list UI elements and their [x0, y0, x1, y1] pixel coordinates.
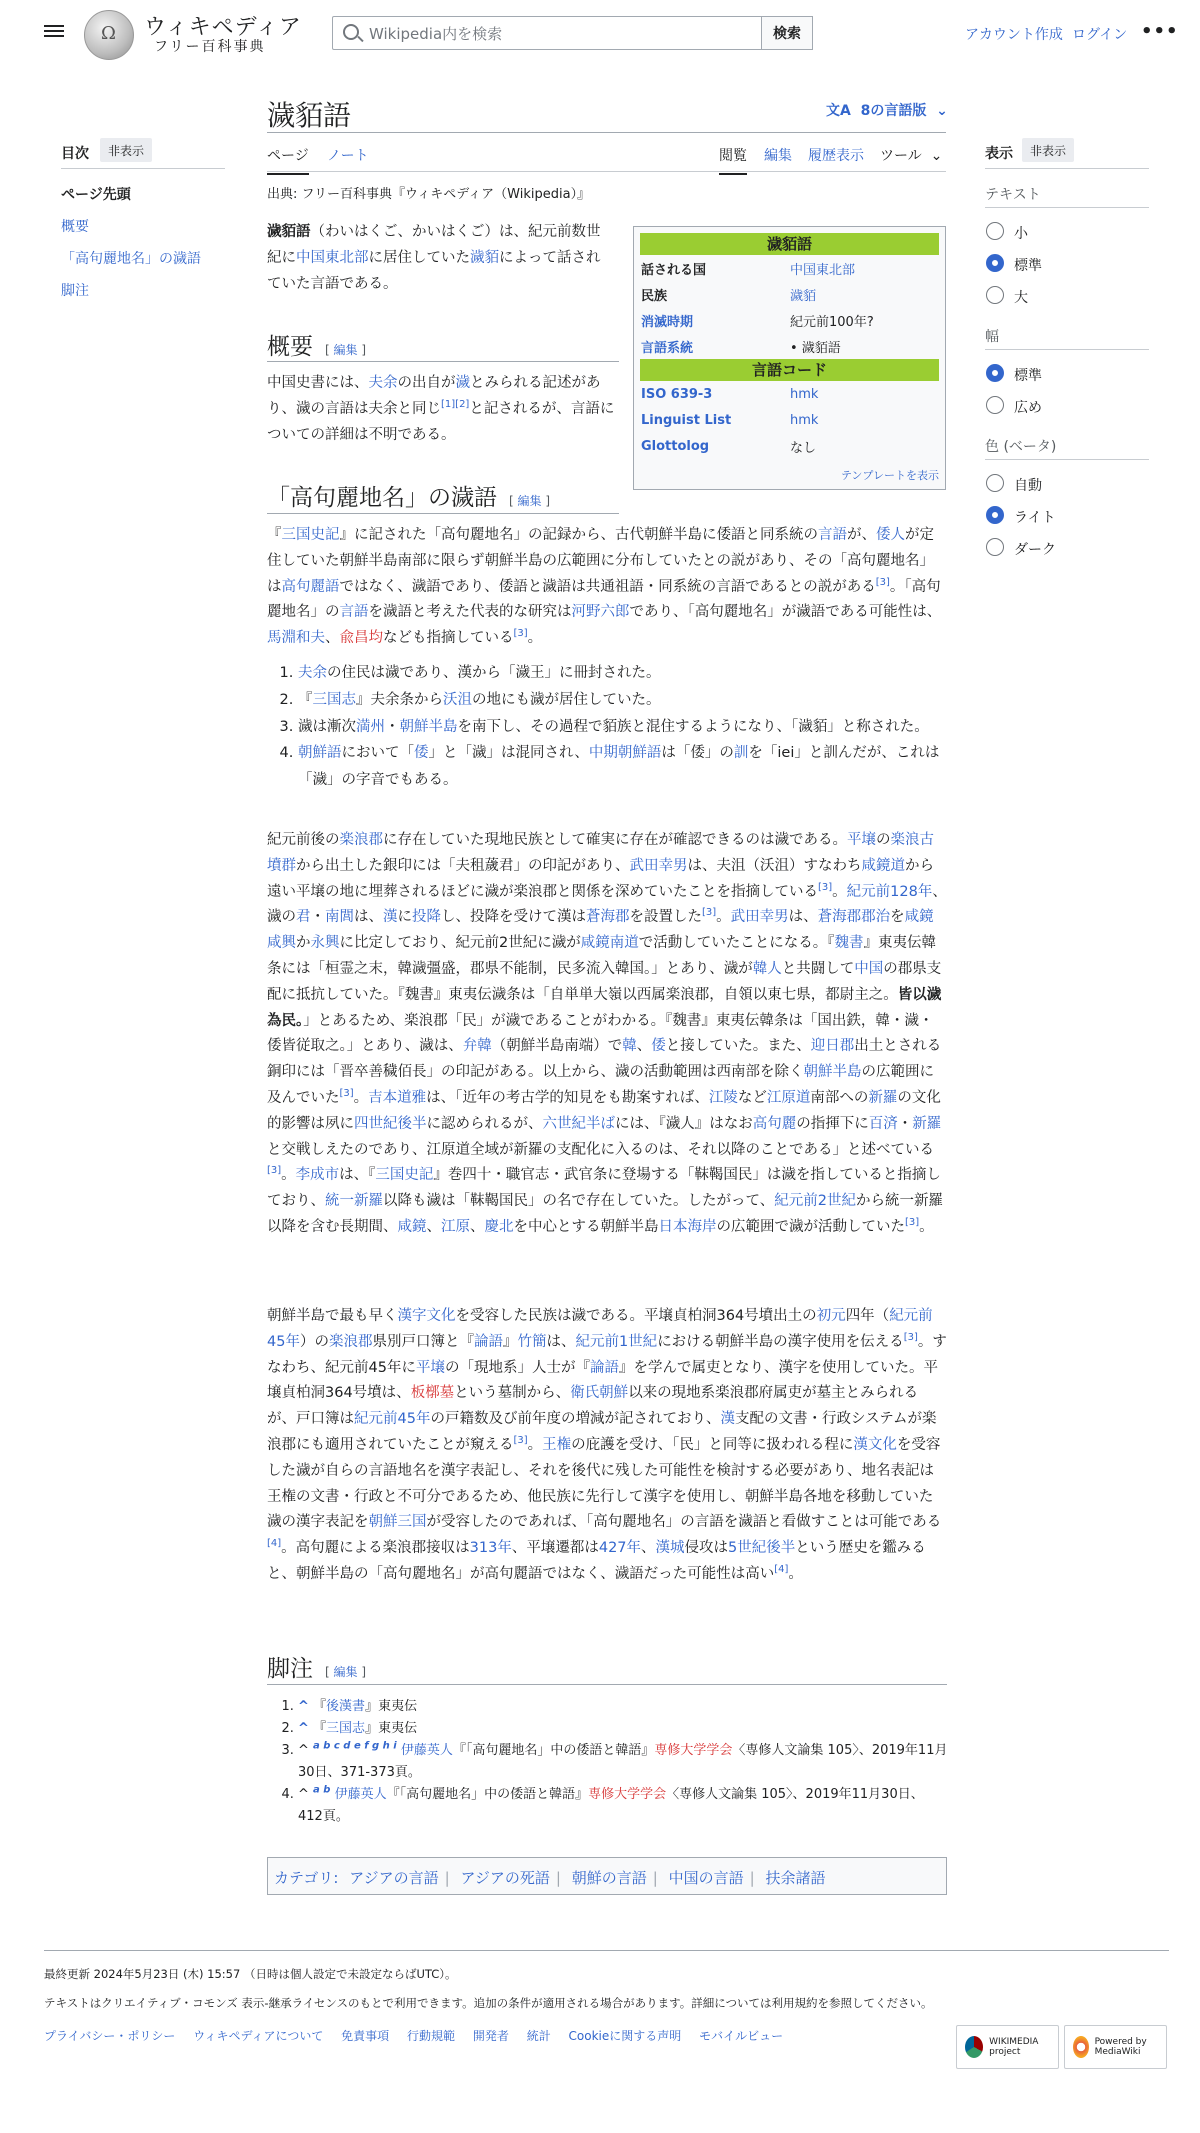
infobox-key: 話される国 [641, 262, 707, 278]
language-button[interactable] [826, 100, 948, 120]
radio-label: 標準 [1014, 368, 1042, 384]
page-title: 濊貊語 [267, 99, 352, 132]
edit-link[interactable]: 編集 [333, 1665, 358, 1679]
footer-link[interactable]: 免責事項 [341, 2029, 390, 2043]
footer-link[interactable]: プライバシー・ポリシー [44, 2029, 176, 2043]
infobox-title: 濊貊語 [640, 233, 939, 255]
radio-color-light[interactable] [986, 506, 1004, 524]
heading-kokuri: 「高句麗地名」の濊語 [ 編集 ] [267, 485, 551, 511]
toc-item-gaiyo[interactable]: 概要 [61, 219, 89, 235]
divider [267, 361, 619, 362]
reference-item: 2. ^ 『三国志』東夷伝 [298, 1718, 948, 1740]
wikipedia-globe-icon[interactable] [84, 10, 134, 60]
radio-text-standard[interactable] [986, 254, 1004, 272]
footer-link[interactable]: 統計 [526, 2029, 551, 2043]
category-box: カテゴリ: アジアの言語 | アジアの死語 | 朝鮮の言語 | 中国の言語 | 扶余諸語 [267, 1857, 947, 1895]
footer-link[interactable]: Cookieに関する声明 [568, 2029, 682, 2043]
radio-label: ライト [1014, 510, 1056, 526]
infobox-value[interactable]: 中国東北部 [790, 262, 856, 278]
category-link[interactable]: アジアの言語 [349, 1869, 439, 1887]
infobox-subheader: 言語コード [640, 359, 939, 381]
list-item: 1. 夫余の住民は濊であり、漢から「濊王」に冊封された。 [298, 660, 948, 687]
category-link[interactable]: 扶余諸語 [765, 1869, 826, 1887]
more-options-icon[interactable]: ••• [1141, 21, 1179, 42]
chevron-down-icon: ⌄ [930, 148, 943, 164]
infobox-key-link[interactable]: 消滅時期 [641, 314, 694, 330]
toc-item-kokuri[interactable]: 「高句麗地名」の濊語 [61, 251, 201, 267]
color-label: 色 (ベータ) [985, 439, 1057, 455]
infobox-value[interactable]: hmk [790, 386, 819, 402]
edit-link[interactable]: 編集 [333, 343, 358, 357]
footer-link[interactable]: 行動規範 [407, 2029, 456, 2043]
infobox-key-link[interactable]: 言語系統 [641, 340, 694, 356]
footer-link[interactable]: ウィキペディアについて [193, 2029, 324, 2043]
radio-label: 大 [1014, 290, 1028, 306]
divider [985, 459, 1149, 460]
reference-item: 3. ^ $^{a b c d e f g h i}$ 伊藤英人『「高句麗地名」中の倭語と韓語』専修大学学会〈専修人文論集 105〉、2019年11月30日、371-373頁。 [298, 1740, 948, 1784]
reference-list [298, 1696, 948, 1828]
list-item: 2. 『三国志』夫余条から沃沮の地にも濊が居住していた。 [298, 687, 948, 714]
toc-hide-button[interactable]: 非表示 [100, 138, 152, 162]
footer-links [44, 2027, 797, 2044]
page-source: 出典: フリー百科事典『ウィキペディア（Wikipedia）』 [267, 187, 591, 202]
login-link[interactable]: ログイン [1072, 27, 1128, 43]
tab-edit[interactable]: 編集 [764, 148, 792, 164]
wikimedia-badge[interactable]: WIKIMEDIA project [956, 2025, 1059, 2069]
list-item: 4. 朝鮮語において「倭」と「濊」は混同され、中期朝鮮語は「倭」の訓を「iei」と訓んだが、これは「濊」の字音でもある。 [298, 740, 948, 794]
numbered-list [298, 660, 948, 794]
show-template-link[interactable]: テンプレートを表示 [840, 469, 939, 482]
footer-link[interactable]: 開発者 [472, 2029, 509, 2043]
mediawiki-logo-icon [1073, 2036, 1089, 2058]
heading-gaiyo: 概要 [ 編集 ] [267, 334, 367, 360]
language-count: 8の言語版 [860, 103, 927, 119]
divider [985, 168, 1149, 169]
translate-icon: 文A [826, 103, 851, 119]
tab-read[interactable]: 閲覧 [719, 145, 747, 175]
logo-title[interactable]: ウィキペディア [144, 15, 302, 40]
tab-tools[interactable]: ツール ⌄ [880, 148, 943, 164]
search-icon [343, 24, 359, 40]
toc-item-top[interactable]: ページ先頭 [61, 187, 131, 203]
infobox-value[interactable]: hmk [790, 412, 819, 428]
divider [267, 513, 619, 514]
create-account-link[interactable]: アカウント作成 [965, 27, 1063, 43]
infobox-key: 民族 [641, 288, 668, 304]
appearance-hide-button[interactable]: 非表示 [1022, 138, 1074, 162]
radio-text-small[interactable] [986, 222, 1004, 240]
footer-link[interactable]: モバイルビュー [699, 2029, 784, 2043]
category-label[interactable]: カテゴリ: [274, 1869, 339, 1887]
license-text: テキストはクリエイティブ・コモンズ 表示-継承ライセンスのもとで利用できます。追加の条件が適用される場合があります。詳細については利用規約を参照してください。 [44, 1996, 933, 2010]
radio-text-large[interactable] [986, 286, 1004, 304]
radio-label: 小 [1014, 226, 1028, 242]
radio-width-wide[interactable] [986, 396, 1004, 414]
mediawiki-badge[interactable]: Powered by MediaWiki [1064, 2025, 1167, 2069]
category-link[interactable]: 中国の言語 [668, 1869, 744, 1887]
kokuri-paragraph-1: 『三国史記』に記された「高句麗地名」の記録から、古代朝鮮半島に倭語と同系統の言語が、倭人が定住していた朝鮮半島南部に限らず朝鮮半島の広範囲に分布していたとの説があり、その「高句麗地名」は高句麗語ではなく、濊語であり、倭語と濊語は共通祖語・同系統の言語であるとの説がある[3]。「高句麗地名」の言語を濊語と考えた代表的な研究は河野六郎であり、「高句麗地名」が濊語である可能性は、馬淵和夫、兪昌均なども指摘している[3]。 [267, 527, 942, 647]
appearance-title: 表示 [985, 146, 1013, 162]
infobox-key-link[interactable]: ISO 639-3 [641, 386, 713, 402]
infobox-key-link[interactable]: Glottolog [641, 438, 710, 454]
tab-page[interactable]: ページ [267, 145, 309, 175]
infobox-value[interactable]: 濊貊 [790, 288, 817, 304]
category-link[interactable]: 朝鮮の言語 [571, 1869, 647, 1887]
last-updated: 最終更新 2024年5月23日 (木) 15:57 （日時は個人設定で未設定ならばUTC）。 [44, 1967, 457, 1981]
infobox-value: なし [790, 440, 817, 456]
radio-label: 広め [1014, 400, 1042, 416]
reference-item: 4. ^ $^{a b}$ 伊藤英人『「高句麗地名」中の倭語と韓語』専修大学学会〈専修人文論集 105〉、2019年11月30日、412頁。 [298, 1784, 948, 1828]
divider [267, 132, 946, 133]
divider [267, 1684, 947, 1685]
search-input[interactable]: Wikipedia内を検索 [332, 16, 762, 50]
list-item: 3. 濊は漸次満州・朝鮮半島を南下し、その過程で貊族と混住するようになり、「濊貊」と称された。 [298, 714, 948, 741]
infobox-value: • 濊貊語 [790, 340, 841, 356]
infobox-key-link[interactable]: Linguist List [641, 412, 732, 428]
category-link[interactable]: アジアの死語 [460, 1869, 550, 1887]
heading-kyakuchu: 脚注 [ 編集 ] [267, 1656, 367, 1682]
tab-history[interactable]: 履歴表示 [808, 148, 864, 164]
wikimedia-logo-icon [965, 2036, 983, 2058]
kokuri-paragraph-2: 紀元前後の楽浪郡に存在していた現地民族として確実に存在が確認できるのは濊である。平壌の楽浪古墳群から出土した銀印には「夫租薉君」の印記があり、武田幸男は、夫沮（沃沮）すなわち咸鏡道から遠い平壌の地に埋葬されるほどに濊が楽浪郡と関係を深めていたことを指摘している[3]。紀元前128年、濊の君・南閭は、漢に投降し、投降を受けて漢は蒼海郡を設置した[3]。武田幸男は、蒼海郡郡治を咸鏡咸興か永興に比定しており、紀元前2世紀に濊が咸鏡南道で活動していたことになる。『魏書』東夷伝韓条には「桓霊之末，韓濊彊盛，郡県不能制，民多流入韓国。」とあり、濊が韓人と共闘して中国の郡県支配に抵抗していた。『魏書』東夷伝濊条は「自単単大嶺以西属楽浪郡，自領以東七県，都尉主之。皆以濊為民。」とあるため、楽浪郡「民」が濊であることがわかる。『魏書』東夷伝韓条は「国出鉄，韓・濊・倭皆従取之。」とあり、濊は、弁韓（朝鮮半島南端）で韓、倭と接していた。また、迎日郡出土とされる銅印には「晋卒善穢佰長」の印記がある。以上から、濊の活動範囲は西南部を除く朝鮮半島の広範囲に及んでいた[3]。吉本道雅は、「近年の考古学的知見をも勘案すれば、江陵など江原道南部への新羅の文化的影響は夙に四世紀後半に認められるが、六世紀半ばには、『濊人』はなお高句麗の指揮下に百済・新羅と交戦しえたのであり、江原道全域が新羅の支配化に入るのは、それ以降のことである」と述べている[3]。李成市は、『三国史記』巻四十・職官志・武官条に登場する「靺鞨国民」は濊を指していると指摘しており、統一新羅以降も濊は「靺鞨国民」の名で存在していた。したがって、紀元前2世紀から統一新羅以降を含む長期間、咸鏡、江原、慶北を中心とする朝鮮半島日本海岸の広範囲で濊が活動していた[3]。 [267, 832, 947, 1235]
width-label: 幅 [985, 329, 999, 345]
radio-width-standard[interactable] [986, 364, 1004, 382]
divider [985, 207, 1149, 208]
main-menu-button[interactable] [44, 22, 64, 40]
divider [44, 1950, 1169, 1951]
toc-title: 目次 [61, 146, 89, 162]
infobox [633, 226, 946, 490]
radio-label: 標準 [1014, 258, 1042, 274]
text-size-label: テキスト [985, 187, 1041, 203]
divider [61, 168, 225, 169]
radio-label: 自動 [1014, 478, 1042, 494]
toc-item-kyakuchu[interactable]: 脚注 [61, 283, 89, 299]
kokuri-paragraph-3: 朝鮮半島で最も早く漢字文化を受容した民族は濊である。平壌貞柏洞364号墳出土の初元四年（紀元前45年）の楽浪郡県別戸口簿と『論語』竹簡は、紀元前1世紀における朝鮮半島の漢字使用を伝える[3]。すなわち、紀元前45年に平壌の「現地系」人士が『論語』を学んで属吏となり、漢字を使用していた。平壌貞柏洞364号墳は、板槨墓という墓制から、衛氏朝鮮以来の現地系楽浪郡府属吏が墓主とみられるが、戸口簿は紀元前45年の戸籍数及び前年度の増減が記されており、漢支配の文書・行政システムが楽浪郡にも適用されていたことが窺える[3]。王権の庇護を受け、「民」と同等に扱われる程に漢文化を受容した濊が自らの言語地名を漢字表記し、それを後代に残した可能性を検討する必要があり、地名表記は王権の文書・行政と不可分であるため、他民族に先行して漢字を使用し、朝鮮半島各地を移動していた濊の漢字表記を朝鮮三国が受容したのであれば、「高句麗地名」の言語を濊語と看做すことは可能である[4]。高句麗による楽浪郡接収は313年、平壌遷都は427年、漢城侵攻は5世紀後半という歴史を鑑みると、朝鮮半島の「高句麗地名」が高句麗語ではなく、濊語だった可能性は高い[4]。 [267, 1308, 947, 1582]
lead-paragraph: 濊貊語（わいはくご、かいはくご）は、紀元前数世紀に中国東北部に居住していた濊貊によって話されていた言語である。 [267, 224, 601, 292]
tab-talk[interactable]: ノート [327, 148, 369, 164]
reference-item: 1. ^ 『後漢書』東夷伝 [298, 1696, 948, 1718]
gaiyo-paragraph: 中国史書には、夫余の出自が濊とみられる記述があり、濊の言語は夫余と同じ[1][2]と記されるが、言語についての詳細は不明である。 [267, 375, 615, 443]
divider [267, 171, 946, 172]
edit-link[interactable]: 編集 [517, 494, 542, 508]
logo-subtitle[interactable]: フリー百科事典 [154, 39, 266, 55]
radio-label: ダーク [1014, 542, 1056, 558]
search-button[interactable]: 検索 [761, 16, 813, 50]
chevron-down-icon: ⌄ [936, 103, 948, 119]
radio-color-dark[interactable] [986, 538, 1004, 556]
divider [985, 349, 1149, 350]
radio-color-auto[interactable] [986, 474, 1004, 492]
infobox-value: 紀元前100年? [790, 314, 874, 330]
